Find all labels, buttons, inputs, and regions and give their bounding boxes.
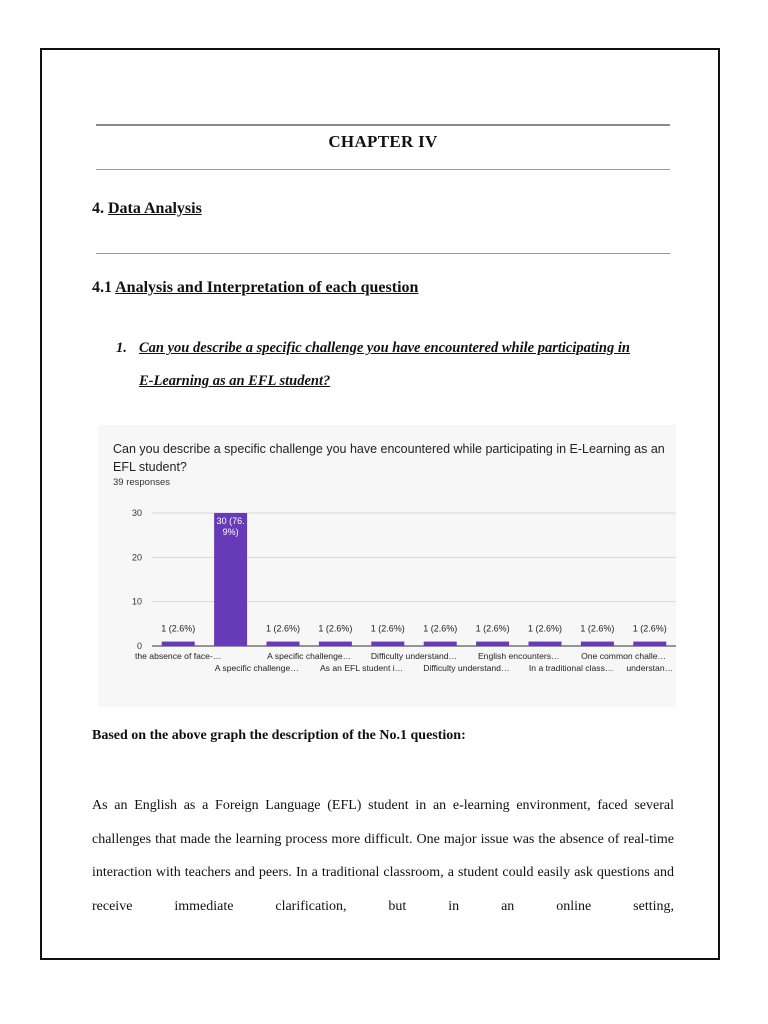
data-label: 1 (2.6%): [632, 623, 667, 634]
chart-title: Can you describe a specific challenge you have encountered while participating in E-Learning as an EFL student?: [113, 442, 665, 474]
divider-section: [96, 253, 670, 254]
data-label: 1 (2.6%): [265, 623, 301, 634]
data-label: 9%): [222, 527, 239, 537]
subsection-title: Analysis and Interpretation of each question: [115, 279, 419, 296]
bar: [266, 642, 299, 646]
bar: [633, 642, 666, 646]
section-heading: [92, 200, 202, 218]
data-label: 1 (2.6%): [527, 623, 563, 634]
data-label: 1 (2.6%): [423, 623, 458, 634]
data-label: 1 (2.6%): [161, 623, 196, 634]
x-tick-label: the absence of face-…: [134, 651, 222, 661]
section-title: Data Analysis: [108, 200, 202, 217]
body-paragraph: As an English as a Foreign Language (EFL) student in an e-learning environment, faced several challenges that made the learning process more difficult. One major issue was the absence of real-time interaction with teachers and peers. In a traditional classroom, a student could easily ask questions and receive immediate clarification, but in an online setting,: [92, 798, 674, 914]
x-tick-label: One common challe…: [581, 651, 667, 661]
question-line-1: Can you describe a specific challenge you have encountered while participating in: [139, 340, 630, 356]
bar: [476, 642, 509, 646]
y-tick-label: 0: [136, 641, 142, 651]
y-tick-label: 10: [131, 596, 142, 607]
x-tick-label: Difficulty understand…: [370, 651, 458, 661]
y-tick-label: 30: [131, 508, 142, 518]
subsection-heading: [92, 279, 418, 297]
chapter-title: CHAPTER IV: [328, 132, 438, 151]
bar: [371, 642, 404, 646]
data-label: 1 (2.6%): [580, 623, 615, 634]
question-number: 1.: [116, 340, 127, 356]
x-tick-label: As an EFL student i…: [319, 663, 404, 673]
bar-chart: [98, 495, 678, 680]
divider-chapter: [96, 169, 670, 170]
bar: [424, 642, 457, 646]
description-heading: Based on the above graph the description of the No.1 question:: [92, 728, 466, 743]
x-tick-label: understan…: [626, 663, 674, 673]
data-label: 1 (2.6%): [475, 623, 510, 634]
y-tick-label: 20: [131, 552, 142, 563]
chart-responses: 39 responses: [113, 477, 171, 488]
bar: [162, 642, 195, 646]
divider-top: [96, 124, 670, 126]
bar: [319, 642, 352, 646]
bar: [528, 642, 561, 646]
data-label: 30 (76.: [216, 516, 245, 526]
data-label: 1 (2.6%): [370, 623, 405, 634]
subsection-number: 4.1: [92, 279, 112, 296]
x-tick-label: Difficulty understand…: [423, 663, 510, 673]
bar: [581, 642, 614, 646]
x-tick-label: English encounters…: [477, 651, 560, 661]
x-tick-label: A specific challenge…: [267, 651, 352, 661]
x-tick-label: In a traditional class…: [528, 663, 614, 673]
question-line-2: E-Learning as an EFL student?: [139, 373, 331, 389]
section-number: 4.: [92, 200, 104, 217]
x-tick-label: A specific challenge…: [214, 663, 299, 673]
data-label: 1 (2.6%): [318, 623, 353, 634]
question-1: [116, 332, 676, 398]
